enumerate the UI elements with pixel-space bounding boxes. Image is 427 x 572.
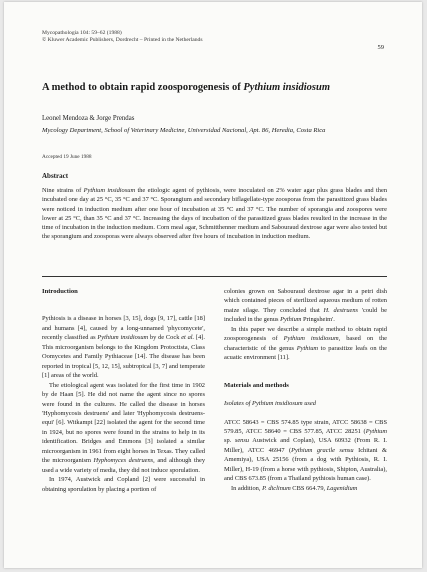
intro-paragraph-1: Pythiosis is a disease in horses [3, 15], dogs [9, 17], cattle [18] and humans [4], caused by a long-unnamed 'phycomycete', recently classified as Pythium insidiosum by de Cock et al. [4]. This microorganism belongs to the Kingdom Protoctista, Class Oomycetes and Family Pythiaceae [14]. The disease has been reported in tropical [5, 12, 15], subtropical [3, 7] and temperate [1] areas of the world.: [42, 315, 205, 380]
publisher-line: © Kluwer Academic Publishers, Dordrecht – Printed in the Netherlands: [42, 37, 203, 43]
journal-page: [4, 2, 422, 568]
left-column: [42, 287, 205, 494]
additional-isolates-paragraph: In addition, P. diclinum CBS 664.79, Lagenidium: [231, 484, 358, 492]
authors: Leonel Mendoza & Jorge Prendas: [42, 115, 135, 122]
isolates-subheading: Isolates of Pythium insidiosum used: [224, 400, 316, 408]
journal-header: [42, 30, 203, 44]
section-divider: [42, 276, 387, 277]
introduction-heading: Introduction: [42, 288, 78, 295]
abstract-heading: Abstract: [42, 172, 69, 180]
right-column: [224, 287, 387, 493]
journal-citation: Mycopathologia 104: 59–62 (1988): [42, 30, 122, 36]
intro-paragraph-5: In this paper we describe a simple method to obtain rapid zoosporogenesis of Pythium insidiosum, based on the characteristic of the genus Pythium to parasitize leafs on the acuatic environment [11].: [224, 325, 387, 362]
abstract-body: Nine strains of Pythium insidiosum the etiologic agent of pythiosis, were inoculated on 2% water agar plus grass blades and then incubated one day at 25 °C, 35 °C and 37 °C. Sporangium and secondary biflagellate-type zoosporas from the parasitized grass blades were noticed in induction medium after one hour of incubation at 35 °C and 37 °C. The number of sporangia and zoospores were lower at 25 °C, than 35 °C and 37 °C. Increasing the days of incubation of the parasitized grass blades resulted in the increase in the time of incubation in the induction medium. Corn meal agar, Schmitthenner medium and Sabouraud dextrose agar were also tested but the sporangium and zoosporas were always observed after five hours of incubation in induction medium.: [42, 187, 388, 241]
methods-heading: Materials and methods: [224, 381, 289, 389]
isolates-paragraph: ATCC 58643 = CBS 574.85 type strain, ATCC 58638 = CBS 579.85, ATCC 58640 = CBS 577.85, ATCC 28251 (Pythium sp. sensu Austwick and Coplan), USA 60932 (From R. I. Miller), ATCC 46947 (Pythium gracile sensu Ichitani & Amemiya), USA 25156 (from a dog with Pythiosis, R. I. Miller), H-19 (from a horse with pythiosis, Shipton, Australia), and CBS 673.85 (from a Thailand pythiosis human case).: [224, 418, 388, 483]
affiliation: Mycology Department, School of Veterinary Medicine, Universidad Nacional, Apt. 86, Heredia, Costa Rica: [42, 127, 326, 134]
intro-paragraph-2: The etiological agent was isolated for the first time in 1902 by de Haan [5]. He did not name the agent since no spores were found in the cultures. He called the disease in horses 'Hyphomycosis destruens' and later 'Hyphomycosis destruens-equi' [6]. Witkampt [22] isolated the agent for the second time in 1924, but no spores were found in the strains to help in its identification. Bridges and Emmons [3] isolated a similar microorganism in 1961 from eight horses in Texas. They called the microorganism Hyphomyces destruens, and although they used a wide variety of media, they did not induce sporulation.: [42, 381, 206, 474]
intro-paragraph-3: In 1974, Austwick and Copland [2] were successful in obtaining sporulation by placing a portion of: [42, 476, 205, 493]
page-number: 59: [377, 44, 384, 51]
intro-paragraph-4: colonies grown on Sabouraud dextrose agar in a petri dish which contained pieces of sterilized aqueous medium of rotten maize silage. They concluded that H. destruens 'could be included in the genus Pythium Pringsheim'.: [224, 288, 387, 324]
article-title: A method to obtain rapid zoosporogenesis of Pythium insidiosum: [42, 82, 331, 93]
accepted-date: Accepted 19 June 1988: [42, 154, 92, 160]
